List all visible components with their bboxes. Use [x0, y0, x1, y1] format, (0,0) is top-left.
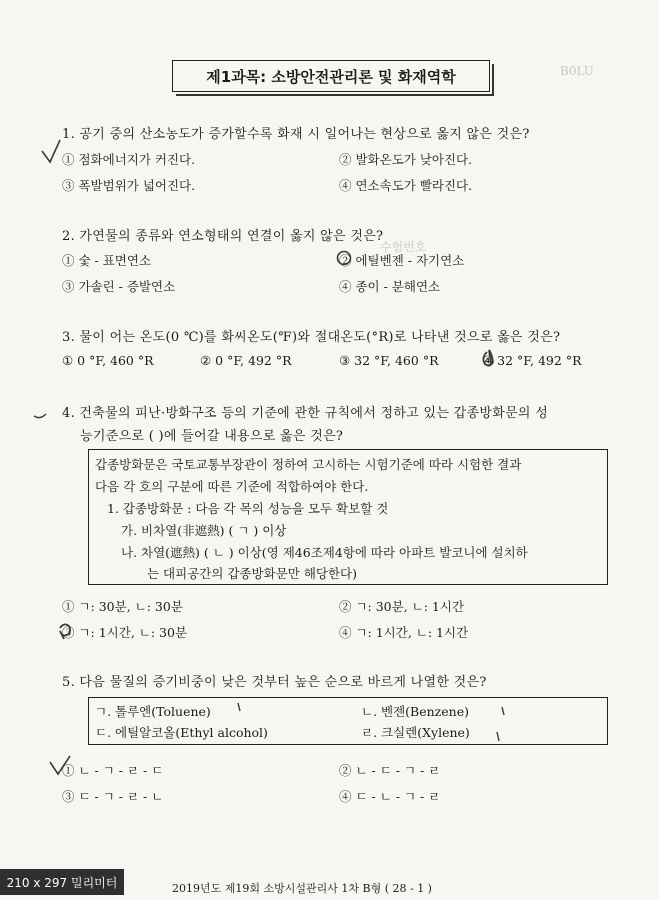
question-1-option-3[interactable]: ③ 폭발범위가 넓어진다. — [62, 178, 196, 193]
question-2-option-3[interactable]: ③ 가솔린 - 증발연소 — [62, 279, 176, 294]
question-4-stem-line1: 4. 건축물의 피난·방화구조 등의 기준에 관한 규칙에서 정하고 있는 갑종방화문의 성 — [62, 406, 549, 421]
question-4-option-3[interactable]: ③ ㄱ: 1시간, ㄴ: 30분 — [62, 625, 188, 640]
question-1-stem: 1. 공기 중의 산소농도가 증가할수록 화재 시 일어나는 현상으로 옳지 않은 것은? — [62, 127, 530, 142]
bleed-through-text: B0LU — [560, 64, 594, 78]
question-3-stem: 3. 물이 어는 온도(0 ℃)를 화씨온도(℉)와 절대온도(°R)로 나타낸 것으로 옳은 것은? — [62, 330, 561, 345]
regulation-line: 갑종방화문은 국토교통부장관이 정하여 고시하는 시험기준에 따라 시험한 결과 — [95, 457, 522, 472]
question-2-option-1[interactable]: ① 숯 - 표면연소 — [62, 253, 152, 268]
checkmark-icon — [42, 140, 60, 162]
question-5-option-1[interactable]: ① ㄴ - ㄱ - ㄹ - ㄷ — [62, 763, 164, 778]
question-3-option-4[interactable]: ④ 32 °F, 492 °R — [482, 353, 582, 368]
question-4-stem-line2: 능기준으로 ( )에 들어갈 내용으로 옳은 것은? — [80, 429, 344, 444]
question-5-option-3[interactable]: ③ ㄷ - ㄱ - ㄹ - ㄴ — [62, 789, 164, 804]
regulation-line: 1. 갑종방화문 : 다음 각 목의 성능을 모두 확보할 것 — [107, 501, 389, 516]
question-1-option-2[interactable]: ② 발화온도가 낮아진다. — [339, 152, 473, 167]
question-2-stem: 2. 가연물의 종류와 연소형태의 연결이 옳지 않은 것은? — [62, 229, 384, 244]
substance-item: ㄷ. 에틸알코올(Ethyl alcohol) — [95, 725, 268, 740]
regulation-line: 다음 각 호의 구분에 따른 기준에 적합하여야 한다. — [95, 479, 369, 494]
question-5-option-2[interactable]: ② ㄴ - ㄷ - ㄱ - ㄹ — [339, 763, 441, 778]
regulation-line: 는 대피공간의 갑종방화문만 해당한다) — [147, 566, 357, 581]
question-4-option-2[interactable]: ② ㄱ: 30분, ㄴ: 1시간 — [339, 599, 465, 614]
question-2-option-2[interactable]: ② 에틸벤젠 - 자기연소 — [339, 253, 465, 268]
tick-mark-icon — [34, 414, 46, 418]
question-2-option-4[interactable]: ④ 종이 - 분해연소 — [339, 279, 441, 294]
question-5-stem: 5. 다음 물질의 증기비중이 낮은 것부터 높은 순으로 바르게 나열한 것은? — [62, 675, 487, 690]
substance-item: ㄴ. 벤젠(Benzene) — [361, 704, 469, 719]
question-1-option-4[interactable]: ④ 연소속도가 빨라진다. — [339, 178, 473, 193]
page-footer: 2019년도 제19회 소방시설관리사 1차 B형 ( 28 - 1 ) — [172, 882, 432, 895]
regulation-line: 가. 비차열(非遮熱) ( ㄱ ) 이상 — [121, 523, 287, 538]
question-4-option-1[interactable]: ① ㄱ: 30분, ㄴ: 30분 — [62, 599, 183, 614]
question-3-option-2[interactable]: ② 0 °F, 492 °R — [200, 353, 292, 368]
page-title: 제1과목: 소방안전관리론 및 화재역학 — [172, 60, 490, 92]
bleed-through-text: 수험번호 — [380, 240, 427, 254]
question-5-items-box — [88, 697, 608, 745]
substance-item: ㄹ. 크실렌(Xylene) — [361, 725, 470, 740]
question-1-option-1[interactable]: ① 점화에너지가 커진다. — [62, 152, 196, 167]
question-3-option-1[interactable]: ① 0 °F, 460 °R — [62, 353, 154, 368]
question-4-option-4[interactable]: ④ ㄱ: 1시간, ㄴ: 1시간 — [339, 625, 469, 640]
question-4-regulation-box — [88, 449, 608, 585]
question-3-option-3[interactable]: ③ 32 °F, 460 °R — [339, 353, 439, 368]
paper-size-badge: 210 x 297 밀리미터 — [0, 869, 124, 895]
substance-item: ㄱ. 톨루엔(Toluene) — [95, 704, 211, 719]
regulation-line: 나. 차열(遮熱) ( ㄴ ) 이상(영 제46조제4항에 따라 아파트 발코니에 설치하 — [121, 545, 528, 560]
question-5-option-4[interactable]: ④ ㄷ - ㄴ - ㄱ - ㄹ — [339, 789, 441, 804]
